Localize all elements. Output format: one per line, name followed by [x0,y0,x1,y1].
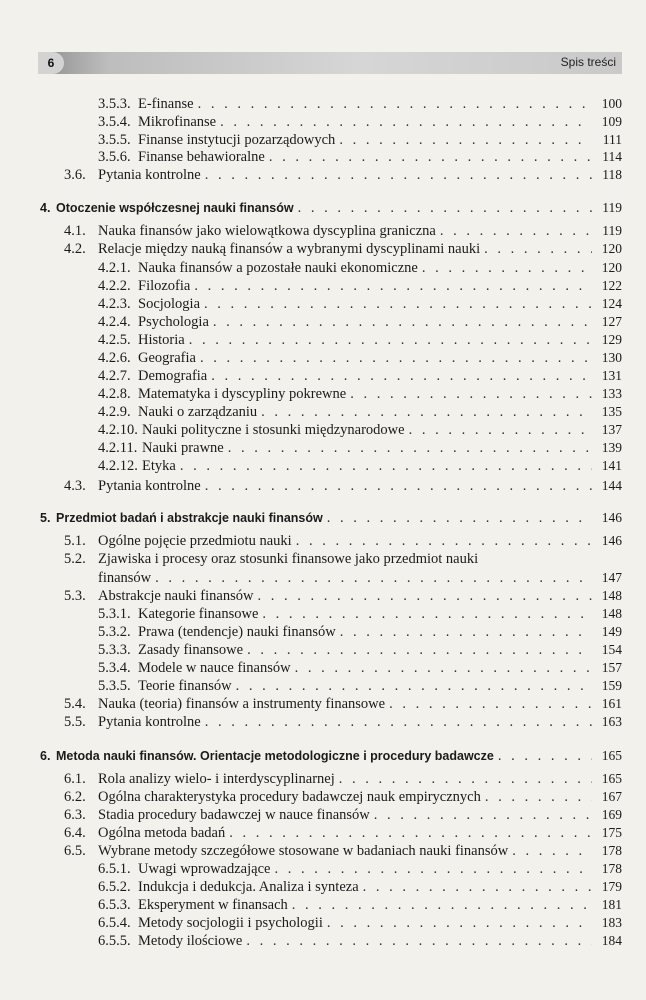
toc-page-number: 111 [602,132,622,147]
toc-chapter [40,200,622,216]
toc-entry [64,167,622,183]
toc-number: 5.3.5. [98,678,131,694]
leader-dots [340,624,592,640]
toc-page-number: 159 [601,678,622,693]
toc-entry [98,332,622,348]
toc-page-number: 119 [602,223,622,238]
leader-dots [374,807,592,823]
toc-number: 4.1. [64,223,86,239]
toc-entry [64,241,622,257]
toc-number: 6.5.4. [98,915,131,931]
toc-title: Przedmiot badań i abstrakcje nauki finansów [56,511,323,525]
toc-page-number: 141 [601,458,622,473]
leader-dots [363,879,592,895]
toc-number: 4.2.11. [98,440,138,456]
toc-entry [64,807,622,823]
toc-number: 3.5.3. [98,96,131,112]
toc-number: 4.2.2. [98,278,131,294]
toc-page-number: 165 [601,771,622,786]
toc-number: 4.2.8. [98,386,131,402]
toc-number: 4. [40,201,51,215]
leader-dots [409,422,592,438]
toc-entry [64,588,622,604]
toc-title: Otoczenie współczesnej nauki finansów [56,201,294,215]
toc-title: Pytania kontrolne [98,714,201,730]
toc-title: Kategorie finansowe [138,606,259,622]
toc-entry [98,386,622,402]
leader-dots [205,167,592,183]
toc-title: Eksperyment w finansach [138,897,288,913]
toc-number: 5.4. [64,696,86,712]
toc-entry [98,861,622,877]
toc-page-number: 179 [601,879,622,894]
leader-dots [296,533,592,549]
toc-page-number: 131 [601,368,622,383]
toc-title-continuation: finansów [98,570,152,586]
toc-number: 3.6. [64,167,86,183]
toc-entry [98,350,622,366]
toc-page-number: 178 [601,843,622,858]
toc-entry [98,278,622,294]
toc-number: 5.1. [64,533,86,549]
leader-dots [198,96,592,112]
toc-page-number: 154 [601,642,622,657]
leader-dots [262,606,592,622]
toc-number: 6.5.3. [98,897,131,913]
leader-dots [155,570,592,586]
leader-dots [327,915,592,931]
toc-page-number: 183 [601,915,622,930]
toc-page-number: 124 [601,296,622,311]
toc-page-number: 137 [601,422,622,437]
leader-dots [228,440,592,456]
toc-entry [64,696,622,712]
toc-title: Nauka (teoria) finansów a instrumenty finansowe [98,696,386,712]
toc-number: 6.5.1. [98,861,131,877]
toc-title: Ogólna charakterystyka procedury badawczej nauk empirycznych [98,789,481,805]
leader-dots [498,748,592,764]
toc-entry [98,296,622,312]
toc-entry [98,260,622,276]
leader-dots [339,132,592,148]
toc-page-number: 139 [601,440,622,455]
toc-title: Metoda nauki finansów. Orientacje metodologiczne i procedury badawcze [56,749,494,763]
toc-number: 5.2. [64,551,86,567]
toc-number: 4.2.6. [98,350,131,366]
toc-number: 4.2.7. [98,368,131,384]
toc-entry [98,897,622,913]
toc-number: 4.2.3. [98,296,131,312]
toc-number: 4.2.12. [98,458,138,474]
toc-entry [64,714,622,730]
leader-dots [485,789,592,805]
toc-title: E-finanse [138,96,194,112]
toc-title: Prawa (tendencje) nauki finansów [138,624,336,640]
toc-page-number: 178 [601,861,622,876]
page-number: 6 [38,52,64,74]
toc-entry [98,678,622,694]
toc-number: 4.2.4. [98,314,131,330]
toc-page-number: 100 [601,96,622,111]
toc-page-number: 175 [601,825,622,840]
toc-number: 6.5.2. [98,879,131,895]
toc-title: Metody socjologii i psychologii [138,915,323,931]
toc-entry [64,771,622,787]
toc-title: Nauki polityczne i stosunki międzynarodowe [142,422,405,438]
leader-dots [194,278,592,294]
toc-page-number: 114 [602,149,622,164]
toc-number: 5.3.2. [98,624,131,640]
toc-page-number: 169 [601,807,622,822]
leader-dots [327,510,592,526]
toc-number: 4.3. [64,478,86,494]
toc-page-number: 120 [601,241,622,256]
toc-number: 6.5. [64,843,86,859]
toc-title: Wybrane metody szczegółowe stosowane w badaniach nauki finansów [98,843,509,859]
leader-dots [180,458,592,474]
toc-page-number: 149 [601,624,622,639]
toc-entry [64,825,622,841]
toc-number: 6.2. [64,789,86,805]
toc-page-number: 127 [601,314,622,329]
toc-entry [98,314,622,330]
toc-title: Stadia procedury badawczej w nauce finansów [98,807,370,823]
toc-title: Ogólne pojęcie przedmiotu nauki [98,533,292,549]
leader-dots [422,260,592,276]
leader-dots [440,223,592,239]
toc-title: Ogólna metoda badań [98,825,226,841]
toc-title: Abstrakcje nauki finansów [98,588,254,604]
toc-entry [98,660,622,676]
leader-dots [274,861,592,877]
toc-number: 6.5.5. [98,933,131,949]
toc-title: Teorie finansów [138,678,232,694]
toc-number: 6.3. [64,807,86,823]
toc-title: Mikrofinanse [138,114,217,130]
toc-page-number: 181 [601,897,622,912]
toc-page-number: 165 [601,748,622,763]
toc-number: 4.2.10. [98,422,138,438]
toc-entry [64,223,622,239]
toc-number: 4.2. [64,241,86,257]
toc-page-number: 167 [601,789,622,804]
toc-number: 6.4. [64,825,86,841]
toc-title: Nauki prawne [142,440,224,456]
toc-entry [64,478,622,494]
toc-page-number: 120 [601,260,622,275]
toc-entry [98,149,622,165]
toc-title: Finanse behawioralne [138,149,265,165]
toc-title: Geografia [138,350,196,366]
toc-title: Nauka finansów a pozostałe nauki ekonomiczne [138,260,418,276]
toc-entry [98,624,622,640]
toc-entry [98,422,622,438]
toc-title: Filozofia [138,278,191,294]
toc-title: Pytania kontrolne [98,167,201,183]
toc-title: Nauki o zarządzaniu [138,404,258,420]
toc-entry [98,933,622,949]
toc-number: 6. [40,749,51,763]
toc-entry [98,114,622,130]
leader-dots [236,678,592,694]
toc-entry [98,404,622,420]
toc-entry [98,606,622,622]
leader-dots [298,200,592,216]
toc-title: Historia [138,332,185,348]
toc-page-number: 147 [601,570,622,585]
toc-entry [64,789,622,805]
toc-page-number: 163 [601,714,622,729]
toc-number: 3.5.5. [98,132,131,148]
leader-dots [220,114,592,130]
leader-dots [484,241,592,257]
toc-number: 5.3.3. [98,642,131,658]
toc-number: 5.3. [64,588,86,604]
leader-dots [257,588,592,604]
toc-title: Zasady finansowe [138,642,244,658]
toc-title: Nauka finansów jako wielowątkowa dyscyplina graniczna [98,223,436,239]
toc-title: Matematyka i dyscypliny pokrewne [138,386,347,402]
leader-dots [204,296,592,312]
toc-number: 3.5.6. [98,149,131,165]
toc-page-number: 109 [601,114,622,129]
toc-chapter [40,748,622,764]
toc-page-number: 119 [602,200,622,215]
toc-number: 5.5. [64,714,86,730]
leader-dots [350,386,592,402]
toc-title: Psychologia [138,314,209,330]
toc-entry-continuation [98,570,622,586]
toc-page-number: 130 [601,350,622,365]
leader-dots [269,149,592,165]
toc-number: 4.2.9. [98,404,131,420]
leader-dots [512,843,592,859]
toc-title: Relacje między nauką finansów a wybranymi dyscyplinami nauki [98,241,481,257]
leader-dots [205,714,592,730]
toc-page-number: 146 [601,510,622,525]
leader-dots [229,825,592,841]
toc-title: Metody ilościowe [138,933,243,949]
toc-entry [98,879,622,895]
toc-number: 4.2.1. [98,260,131,276]
toc-page-number: 157 [601,660,622,675]
leader-dots [189,332,592,348]
toc-title: Etyka [142,458,176,474]
leader-dots [339,771,592,787]
toc-entry [98,440,622,456]
toc-page-number: 184 [601,933,622,948]
toc-entry [64,843,622,859]
toc-page-number: 148 [601,606,622,621]
toc-number: 5.3.4. [98,660,131,676]
toc-entry [98,915,622,931]
toc-chapter [40,510,622,526]
toc-title: Indukcja i dedukcja. Analiza i synteza [138,879,359,895]
leader-dots [261,404,592,420]
leader-dots [213,314,592,330]
toc-page-number: 135 [601,404,622,419]
toc-page-number: 118 [602,167,622,182]
leader-dots [211,368,592,384]
leader-dots [246,933,592,949]
running-title: Spis treści [560,55,616,69]
toc-title: Demografia [138,368,208,384]
toc-page-number: 161 [601,696,622,711]
leader-dots [295,660,592,676]
toc-number: 6.1. [64,771,86,787]
toc-title: Zjawiska i procesy oraz stosunki finansowe jako przedmiot nauki [98,551,479,567]
toc-number: 4.2.5. [98,332,131,348]
toc-number: 5. [40,511,51,525]
toc-entry [98,96,622,112]
toc-entry [98,642,622,658]
toc-entry [98,458,622,474]
leader-dots [389,696,592,712]
toc-entry [98,132,622,148]
toc-title: Finanse instytucji pozarządowych [138,132,336,148]
toc-number: 3.5.4. [98,114,131,130]
toc-entry [98,368,622,384]
toc-entry [64,533,622,549]
toc-page-number: 122 [601,278,622,293]
toc-title: Pytania kontrolne [98,478,201,494]
toc-title: Rola analizy wielo- i interdyscyplinarnej [98,771,335,787]
toc-page-number: 148 [601,588,622,603]
toc-title: Uwagi wprowadzające [138,861,271,877]
leader-dots [292,897,592,913]
toc-page-number: 146 [601,533,622,548]
toc-title: Socjologia [138,296,201,312]
leader-dots [200,350,592,366]
toc-page-number: 133 [601,386,622,401]
toc-page-number: 144 [601,478,622,493]
toc-page-number: 129 [601,332,622,347]
leader-dots [205,478,592,494]
leader-dots [247,642,592,658]
toc-entry [64,551,478,567]
toc-number: 5.3.1. [98,606,131,622]
toc-title: Modele w nauce finansów [138,660,291,676]
